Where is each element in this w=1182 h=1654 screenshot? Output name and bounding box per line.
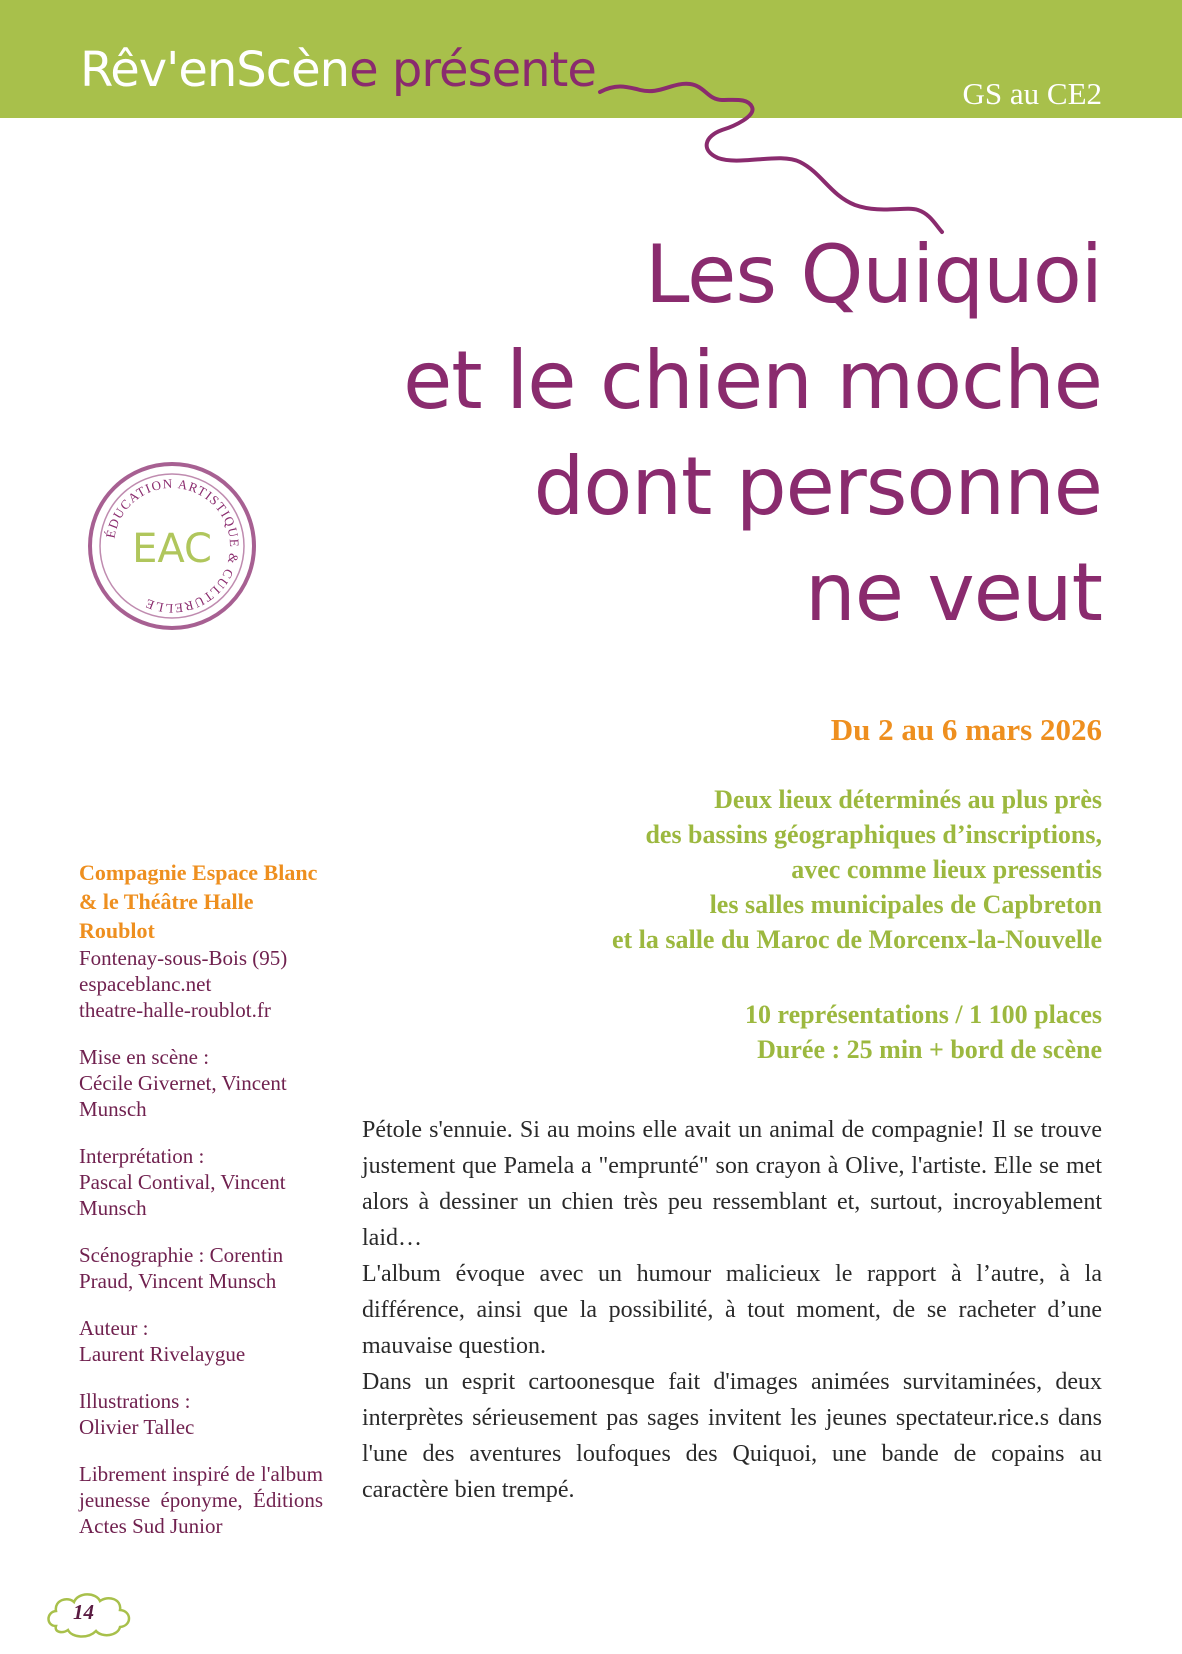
venue-line: avec comme lieux pressentis (791, 855, 1102, 884)
credit-value: Laurent Rivelaygue (79, 1342, 246, 1366)
description-paragraph: L'album évoque avec un humour malicieux le rapport à l’autre, à la différence, ainsi que la possibilité, à tout moment, de se racheter d’une mauvaise question. (362, 1261, 1102, 1359)
brand-name: Rêv'enScèn (80, 42, 350, 98)
title-line: et le chien moche (403, 334, 1102, 427)
description-paragraph: Pétole s'ennuie. Si au moins elle avait un animal de compagnie! Il se trouve justement que Pamela a "emprunté" son crayon à Olive, l'artiste. Elle se met alors à dessiner un chien très peu ressemblant et, surtout, incroyablement laid… (362, 1117, 1102, 1251)
stamp-ring-text: ÉDUCATION ARTISTIQUE & CULTURELLE (102, 475, 243, 617)
performance-dates: Du 2 au 6 mars 2026 (830, 712, 1102, 747)
credit-label: Scénographie : (79, 1243, 205, 1267)
company-name: Compagnie Espace Blanc & le Théâtre Halle Roublot (79, 860, 318, 943)
credit-label: Mise en scène : (79, 1045, 210, 1069)
venue-line: et la salle du Maroc de Morcenx-la-Nouvelle (611, 925, 1102, 954)
stamp-center-text: EAC (132, 526, 212, 572)
page-number-badge (42, 1586, 142, 1642)
credit-value: Olivier Tallec (79, 1415, 195, 1439)
title-line: ne veut (805, 546, 1102, 639)
grade-level: GS au CE2 (962, 76, 1102, 111)
credits-column (79, 858, 323, 1560)
decorative-squiggle (0, 0, 1182, 260)
credit-value: Pascal Contival, Vincent Munsch (79, 1170, 286, 1220)
description-paragraph: Dans un esprit cartoonesque fait d'images animées survitaminées, deux interprètes sérieusement pas sages invitent les jeunes spectateur.rice.s dans l'une des aventures loufoques des Quiquoi, une bande de copains au caractère bien trempé. (362, 1369, 1102, 1503)
credit-label: Illustrations : (79, 1389, 191, 1413)
title-line: Les Quiquoi (644, 228, 1102, 321)
website-link[interactable]: theatre-halle-roublot.fr (79, 998, 271, 1022)
website-link[interactable]: espaceblanc.net (79, 972, 212, 996)
credit-label: Auteur : (79, 1316, 149, 1340)
inspiration-note: Librement inspiré de l'album jeunesse éponyme, Éditions Actes Sud Junior (79, 1462, 323, 1538)
credit-value: Cécile Givernet, Vincent Munsch (79, 1071, 287, 1121)
title-line: dont personne (533, 440, 1102, 533)
credit-label: Interprétation : (79, 1144, 205, 1168)
venue-line: les salles municipales de Capbreton (709, 890, 1102, 919)
description (362, 1112, 1102, 1508)
brand-presente: e présente (349, 42, 596, 98)
performance-info (745, 997, 1102, 1067)
performance-count: 10 représentations / 1 100 places (745, 1000, 1102, 1029)
page-number: 14 (73, 1600, 94, 1624)
venue-line: des bassins géographiques d’inscriptions, (645, 820, 1102, 849)
show-title (403, 222, 1102, 646)
credit-value: Corentin Praud, Vincent Munsch (79, 1243, 284, 1293)
company-location: Fontenay-sous-Bois (95) (79, 946, 288, 970)
venue-line: Deux lieux déterminés au plus près (714, 785, 1102, 814)
venue-info (612, 782, 1102, 957)
duration: Durée : 25 min + bord de scène (757, 1035, 1102, 1064)
eac-stamp (86, 460, 258, 632)
